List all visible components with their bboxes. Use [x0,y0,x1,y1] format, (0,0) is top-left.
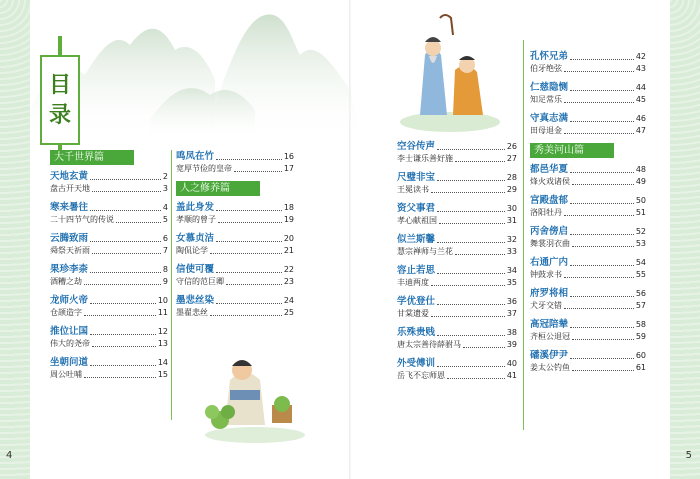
toc-page-number: 48 [635,165,646,174]
toc-entry-title-row[interactable] [397,140,517,153]
toc-entry-title-row[interactable] [50,170,168,183]
toc-page-number: 15 [157,370,168,379]
toc-page-number: 31 [506,216,517,225]
toc-entry-title[interactable]: 孔怀兄弟 [530,51,569,62]
toc-page-number: 39 [506,340,517,349]
toc-entry-subtitle[interactable]: 孝顺的曾子 [176,215,216,224]
toc-page-number: 17 [283,164,294,173]
herb-picker-illustration [200,350,310,445]
toc-entry[interactable] [176,150,294,175]
toc-page-number: 32 [506,235,517,244]
toc-entry-subtitle[interactable]: 周公吐哺 [50,370,82,379]
toc-entry-title-row[interactable] [176,232,294,245]
leader-dots [92,183,161,192]
title-ornament-top [58,36,62,56]
toc-page-number: 7 [162,246,168,255]
leader-dots [437,357,505,367]
toc-entry-title[interactable]: 仁慈隐恻 [530,82,569,93]
leader-dots [90,325,156,335]
toc-page-number: 58 [635,320,646,329]
toc-column-1 [50,150,168,387]
toc-entry-subtitle-row[interactable] [50,338,168,350]
toc-entry[interactable] [50,201,168,226]
toc-entry-subtitle[interactable]: 齐桓公退冠 [530,332,570,341]
toc-page-number: 54 [635,258,646,267]
toc-entry-title-row[interactable] [530,318,646,331]
leader-dots [437,295,505,305]
toc-page-number: 35 [506,278,517,287]
toc-entry-title[interactable]: 寒来暑往 [50,202,89,213]
toc-entry-title[interactable]: 信使可覆 [176,264,215,275]
leader-dots [84,307,156,316]
toc-entry-subtitle[interactable]: 盘古开天地 [50,184,90,193]
toc-page-number: 52 [635,227,646,236]
toc-entry[interactable] [397,233,517,258]
toc-page-number: 37 [506,309,517,318]
toc-entry-subtitle[interactable]: 陶侃论学 [176,246,208,255]
toc-page-number: 5 [162,215,168,224]
toc-entry-subtitle[interactable]: 烽火戏诸侯 [530,177,570,186]
toc-entry-title[interactable]: 天地玄黄 [50,171,89,182]
toc-entry-title-row[interactable] [397,264,517,277]
toc-entry-subtitle[interactable]: 宽厚节俭的皇帝 [176,164,232,173]
toc-entry-subtitle[interactable]: 舜祭天祈雨 [50,246,90,255]
toc-page-number: 30 [506,204,517,213]
leader-dots [570,256,634,266]
toc-page-number: 41 [506,371,517,380]
leader-dots [572,176,634,185]
toc-entry-subtitle-row[interactable] [530,331,646,343]
page-number-left: 4 [6,450,13,461]
toc-entry-subtitle-row[interactable] [176,214,294,226]
leader-dots [210,245,282,254]
leader-dots [226,276,282,285]
toc-page-number: 6 [162,234,168,243]
toc-entry[interactable] [50,356,168,381]
leader-dots [90,170,161,180]
toc-entry-subtitle[interactable]: 李士谦乐善好施 [397,154,453,163]
toc-entry-title[interactable]: 宫殿盘郁 [530,195,569,206]
leader-dots [437,140,505,150]
toc-entry-title[interactable]: 容止若思 [397,265,436,276]
toc-entry-title[interactable]: 女慕贞洁 [176,233,215,244]
toc-entry-subtitle[interactable]: 田母退金 [530,126,562,135]
page-number-right: 5 [685,450,692,461]
toc-entry-subtitle[interactable]: 犬牙交错 [530,301,562,310]
leader-dots [572,238,634,247]
toc-page-number: 36 [506,297,517,306]
toc-page-number: 47 [635,126,646,135]
toc-entry-subtitle-row[interactable] [530,207,646,219]
toc-page-number: 57 [635,301,646,310]
leader-dots [570,225,634,235]
toc-page-number: 44 [635,83,646,92]
title-char-2: 录 [48,102,71,128]
toc-entry-subtitle[interactable]: 知足常乐 [530,95,562,104]
toc-entry-title-row[interactable] [530,256,646,269]
toc-entry-title[interactable]: 都邑华夏 [530,164,569,175]
toc-entry-title-row[interactable] [397,202,517,215]
toc-page-number: 26 [506,142,517,151]
toc-entry-subtitle[interactable]: 守信的范巨卿 [176,277,224,286]
toc-entry-title[interactable]: 鸣凤在竹 [176,151,215,162]
toc-entry-subtitle-row[interactable] [50,245,168,257]
toc-entry[interactable] [176,232,294,257]
toc-entry[interactable] [176,263,294,288]
toc-page-number: 38 [506,328,517,337]
toc-entry[interactable] [530,163,646,188]
title-char-1: 目 [48,72,71,98]
toc-page-number: 10 [157,296,168,305]
toc-entry-subtitle-row[interactable] [397,370,517,382]
toc-entry-title-row[interactable] [50,356,168,369]
toc-entry-subtitle-row[interactable] [530,125,646,137]
leader-dots [210,307,282,316]
toc-page-number: 8 [162,265,168,274]
leader-dots [570,287,634,297]
toc-entry-title[interactable]: 外受傅训 [397,358,436,369]
contents-title [40,55,80,145]
leader-dots [455,153,505,162]
toc-entry-title-row[interactable] [176,201,294,214]
toc-page-number: 60 [635,351,646,360]
toc-page-number: 13 [157,339,168,348]
toc-entry[interactable] [50,170,168,195]
toc-page-number: 27 [506,154,517,163]
toc-entry-title[interactable]: 推位让国 [50,326,89,337]
toc-entry-subtitle[interactable]: 王冕读书 [397,185,429,194]
leader-dots [572,362,634,371]
leader-dots [90,263,161,273]
toc-entry-title[interactable]: 似兰斯馨 [397,234,436,245]
leader-dots [84,369,156,378]
toc-entry-title-row[interactable] [530,349,646,362]
toc-page-number: 45 [635,95,646,104]
leader-dots [570,318,634,328]
toc-page-number: 14 [157,358,168,367]
toc-entry-subtitle[interactable]: 墨翟悲丝 [176,308,208,317]
toc-entry-title-row[interactable] [530,163,646,176]
column-divider [171,150,172,420]
section-header: 大千世界篇 [50,150,134,165]
toc-entry-subtitle[interactable]: 酒糟之劫 [50,277,82,286]
leader-dots [431,277,505,286]
toc-page-number: 28 [506,173,517,182]
toc-entry-subtitle-row[interactable] [176,245,294,257]
leader-dots [447,370,505,379]
toc-entry-subtitle-row[interactable] [530,300,646,312]
leader-dots [216,232,282,242]
toc-entry[interactable] [397,357,517,382]
toc-page-number: 49 [635,177,646,186]
toc-entry-title[interactable]: 高冠陪辇 [530,319,569,330]
leader-dots [90,201,161,211]
leader-dots [570,163,634,173]
toc-entry-title[interactable]: 丙舍傍启 [530,226,569,237]
toc-entry-subtitle[interactable]: 岳飞不忘师恩 [397,371,445,380]
toc-entry-title[interactable]: 坐朝问道 [50,357,89,368]
toc-entry[interactable] [530,287,646,312]
leader-dots [234,163,282,172]
toc-entry-subtitle-row[interactable] [176,163,294,175]
leader-dots [572,331,634,340]
leader-dots [570,194,634,204]
toc-entry-subtitle[interactable]: 慧宗禅师与兰花 [397,247,453,256]
toc-page-number: 20 [283,234,294,243]
toc-entry-title-row[interactable] [176,294,294,307]
toc-entry-subtitle-row[interactable] [50,307,168,319]
toc-entry-title-row[interactable] [176,150,294,163]
leader-dots [431,184,505,193]
toc-entry-title[interactable]: 墨悲丝染 [176,295,215,306]
toc-entry-title-row[interactable] [397,326,517,339]
toc-page-number: 42 [635,52,646,61]
toc-entry-title[interactable]: 空谷传声 [397,141,436,152]
toc-page-number: 18 [283,203,294,212]
toc-entry-subtitle-row[interactable] [530,63,646,75]
leader-dots [437,264,505,274]
toc-page-number: 50 [635,196,646,205]
toc-page-number: 51 [635,208,646,217]
toc-entry[interactable] [530,194,646,219]
toc-entry[interactable] [50,325,168,350]
toc-column-2 [176,150,294,325]
toc-page-number: 2 [162,172,168,181]
toc-page-number: 9 [162,277,168,286]
toc-entry[interactable] [530,81,646,106]
toc-entry-subtitle-row[interactable] [397,339,517,351]
toc-page-number: 3 [162,184,168,193]
leader-dots [90,294,156,304]
leader-dots [570,112,634,122]
toc-entry[interactable] [530,112,646,137]
toc-entry-title[interactable]: 盖此身发 [176,202,215,213]
toc-entry-subtitle-row[interactable] [530,362,646,374]
toc-page-number: 12 [157,327,168,336]
toc-entry-subtitle[interactable]: 唐太宗善待薛驸马 [397,340,461,349]
leader-dots [216,263,282,273]
toc-entry[interactable] [530,50,646,75]
toc-page-number: 21 [283,246,294,255]
toc-entry[interactable] [530,256,646,281]
leader-dots [216,150,282,160]
leader-dots [92,245,161,254]
toc-entry-title[interactable]: 资父事君 [397,203,436,214]
toc-page-number: 59 [635,332,646,341]
toc-page-number: 55 [635,270,646,279]
toc-entry-subtitle[interactable]: 甘棠遗爱 [397,309,429,318]
toc-entry[interactable] [397,295,517,320]
toc-page-number: 11 [157,308,168,317]
left-decorative-strip [0,0,30,479]
toc-entry-title-row[interactable] [50,325,168,338]
toc-entry[interactable] [50,232,168,257]
toc-entry[interactable] [530,225,646,250]
toc-column-4 [530,50,646,380]
toc-entry-subtitle[interactable]: 二十四节气的传说 [50,215,114,224]
toc-page-number: 46 [635,114,646,123]
scholar-illustration [395,10,505,135]
toc-entry-title[interactable]: 龙师火帝 [50,295,89,306]
toc-page-number: 19 [283,215,294,224]
leader-dots [564,207,634,216]
leader-dots [570,50,634,60]
toc-entry-title[interactable]: 磻溪伊尹 [530,350,569,361]
toc-entry[interactable] [176,201,294,226]
toc-page-number: 56 [635,289,646,298]
toc-entry-subtitle-row[interactable] [176,276,294,288]
toc-entry-subtitle-row[interactable] [397,153,517,165]
toc-entry-subtitle-row[interactable] [397,308,517,320]
toc-entry-subtitle[interactable]: 丰迪两度 [397,278,429,287]
toc-column-3 [397,140,517,388]
leader-dots [437,202,505,212]
section-header: 秀美河山篇 [530,143,614,158]
toc-entry-subtitle[interactable]: 伯牙绝弦 [530,64,562,73]
toc-page-number: 29 [506,185,517,194]
toc-entry-subtitle-row[interactable] [530,94,646,106]
toc-page-number: 43 [635,64,646,73]
toc-entry[interactable] [397,171,517,196]
toc-page-number: 24 [283,296,294,305]
leader-dots [90,232,161,242]
toc-entry-subtitle-row[interactable] [530,238,646,250]
leader-dots [437,326,505,336]
leader-dots [564,94,634,103]
toc-entry-subtitle-row[interactable] [50,183,168,195]
toc-entry-subtitle-row[interactable] [50,276,168,288]
leader-dots [431,308,505,317]
toc-entry-subtitle[interactable]: 孝心献祖国 [397,216,437,225]
leader-dots [216,201,282,211]
toc-entry-title[interactable]: 乐殊贵贱 [397,327,436,338]
leader-dots [439,215,505,224]
toc-entry-subtitle[interactable]: 钟鼓求书 [530,270,562,279]
toc-entry-title-row[interactable] [397,295,517,308]
toc-entry-title-row[interactable] [397,357,517,370]
toc-entry[interactable] [176,294,294,319]
toc-entry-subtitle[interactable]: 洛阳牡丹 [530,208,562,217]
toc-page-number: 4 [162,203,168,212]
leader-dots [437,171,505,181]
toc-entry[interactable] [397,326,517,351]
toc-entry-title[interactable]: 尺璧非宝 [397,172,436,183]
toc-entry-subtitle-row[interactable] [397,215,517,227]
toc-entry-subtitle-row[interactable] [50,214,168,226]
toc-entry-title[interactable]: 云腾致雨 [50,233,89,244]
toc-entry-title[interactable]: 果珍李柰 [50,264,89,275]
toc-entry-title-row[interactable] [50,201,168,214]
toc-entry-title-row[interactable] [530,194,646,207]
toc-entry[interactable] [397,264,517,289]
leader-dots [564,63,634,72]
leader-dots [216,294,282,304]
toc-entry-title-row[interactable] [530,225,646,238]
toc-entry-subtitle-row[interactable] [397,246,517,258]
toc-entry-title-row[interactable] [397,233,517,246]
leader-dots [116,214,161,223]
leader-dots [564,269,634,278]
toc-entry-subtitle[interactable]: 仓颉造字 [50,308,82,317]
toc-page-number: 34 [506,266,517,275]
column-divider [523,40,524,430]
toc-entry-title-row[interactable] [530,81,646,94]
leader-dots [92,338,156,347]
toc-page-number: 40 [506,359,517,368]
toc-entry-title-row[interactable] [50,263,168,276]
leader-dots [564,125,634,134]
toc-entry-title[interactable]: 右通广内 [530,257,569,268]
toc-entry-subtitle-row[interactable] [530,269,646,281]
toc-entry-title[interactable]: 学优登仕 [397,296,436,307]
toc-entry-subtitle-row[interactable] [397,277,517,289]
toc-entry[interactable] [50,294,168,319]
toc-entry[interactable] [397,202,517,227]
toc-entry-subtitle[interactable]: 伟大的尧帝 [50,339,90,348]
toc-page-number: 33 [506,247,517,256]
leader-dots [570,81,634,91]
toc-page-number: 22 [283,265,294,274]
toc-entry[interactable] [530,349,646,374]
toc-page-number: 25 [283,308,294,317]
toc-entry-subtitle-row[interactable] [50,369,168,381]
section-header: 人之修养篇 [176,181,260,196]
toc-entry-subtitle-row[interactable] [176,307,294,319]
toc-entry-title-row[interactable] [397,171,517,184]
leader-dots [570,349,634,359]
toc-entry[interactable] [50,263,168,288]
toc-entry-subtitle-row[interactable] [397,184,517,196]
toc-entry-subtitle-row[interactable] [530,176,646,188]
toc-entry[interactable] [530,318,646,343]
toc-entry-title-row[interactable] [530,50,646,63]
toc-entry-title-row[interactable] [176,263,294,276]
leader-dots [437,233,505,243]
leader-dots [463,339,505,348]
toc-entry-title[interactable]: 守真志满 [530,113,569,124]
toc-entry-title-row[interactable] [50,232,168,245]
toc-entry-subtitle[interactable]: 舞裳羽衣曲 [530,239,570,248]
toc-entry-title[interactable]: 府罗将相 [530,288,569,299]
toc-entry-title-row[interactable] [50,294,168,307]
leader-dots [564,300,634,309]
toc-page-number: 23 [283,277,294,286]
toc-page-number: 53 [635,239,646,248]
toc-entry-title-row[interactable] [530,112,646,125]
toc-entry[interactable] [397,140,517,165]
toc-page-number: 16 [283,152,294,161]
leader-dots [90,356,156,366]
leader-dots [84,276,161,285]
toc-entry-title-row[interactable] [530,287,646,300]
right-decorative-strip [670,0,700,479]
leader-dots [455,246,505,255]
toc-entry-subtitle[interactable]: 姜太公钓鱼 [530,363,570,372]
leader-dots [218,214,282,223]
toc-page-number: 61 [635,363,646,372]
